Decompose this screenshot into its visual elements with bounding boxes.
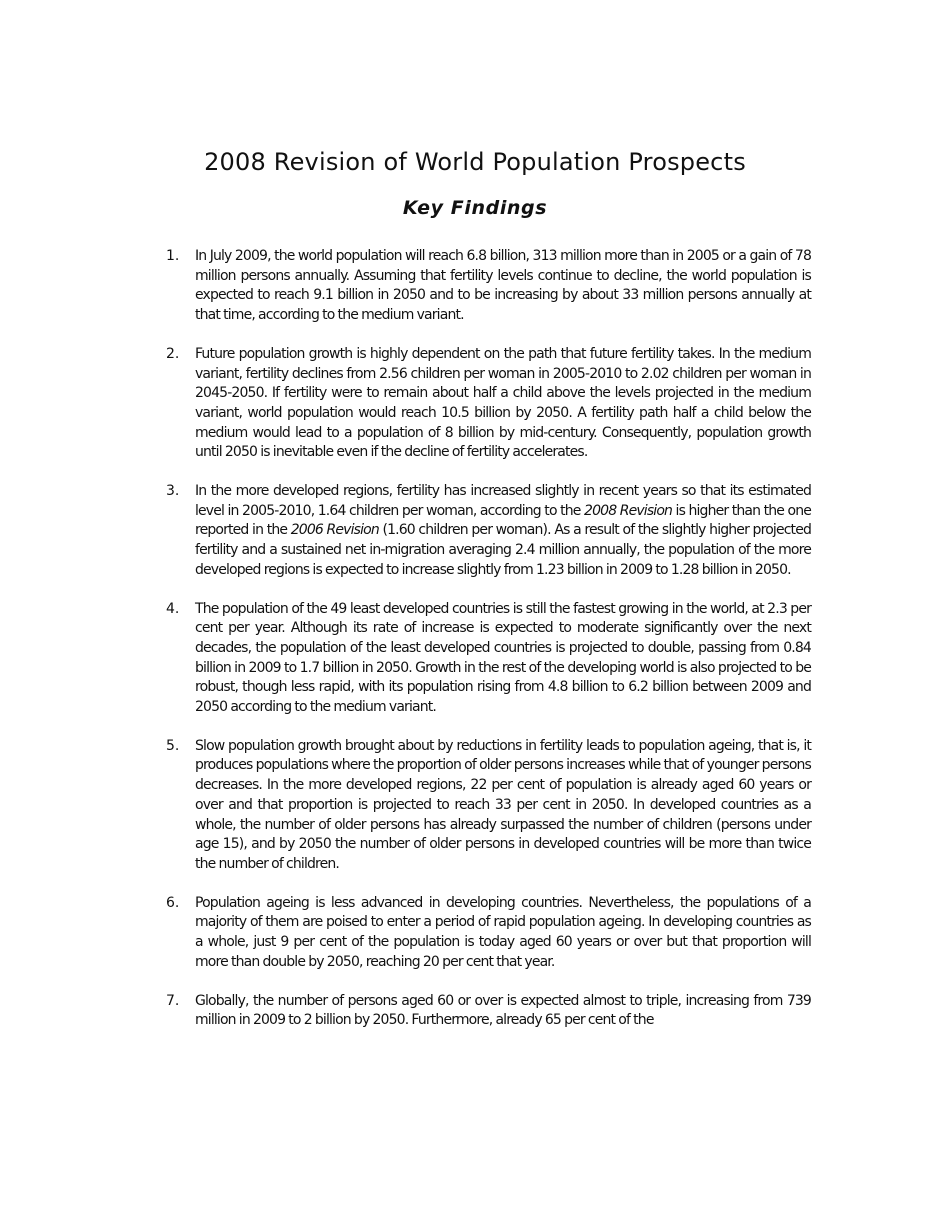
finding-text xyxy=(195,482,811,581)
finding-text xyxy=(195,992,811,1031)
finding-text xyxy=(195,345,811,463)
finding-item xyxy=(166,894,811,973)
finding-number: 5. xyxy=(166,737,180,754)
finding-item xyxy=(166,482,811,581)
finding-number: 4. xyxy=(166,600,180,617)
finding-text-segment: Slow population growth brought about by reductions in fertility leads to population ageing, that is, it produces populations where the proportion of older persons increases while that of younger persons decreases. In the more developed regions, 22 per cent of population is already aged 60 years or over and that proportion is projected to reach 33 per cent in 2050. In developed countries as a whole, the number of older persons has already surpassed the number of children (persons under age 15), and by 2050 the number of older persons in developed countries will be more than twice the number of children. xyxy=(195,737,811,872)
finding-item xyxy=(166,992,811,1031)
finding-text-segment: (1.60 children per woman). As a result of the slightly higher projected fertility and a sustained net in-migration averaging 2.4 million annually, the population of the more developed regions is expected to increase slightly from 1.23 billion in 2009 to 1.28 billion in 2050. xyxy=(195,522,811,578)
finding-text xyxy=(195,247,811,326)
finding-text-segment: Globally, the number of persons aged 60 or over is expected almost to triple, increasing from 739 million in 2009 to 2 billion by 2050. Furthermore, already 65 per cent of the xyxy=(195,992,811,1029)
document-subtitle: Key Findings xyxy=(402,197,548,219)
finding-text-segment: The population of the 49 least developed countries is still the fastest growing in the world, at 2.3 per cent per year. Although its rate of increase is expected to moderate significantly over the next decades, the population of the least developed countries is projected to double, passing from 0.84 billion in 2009 to 1.7 billion in 2050. Growth in the rest of the developing world is also projected to be robust, though less rapid, with its population rising from 4.8 billion to 6.2 billion between 2009 and 2050 according to the medium variant. xyxy=(195,600,811,716)
finding-text-segment: In July 2009, the world population will reach 6.8 billion, 313 million more than in 2005 or a gain of 78 million persons annually. Assuming that fertility levels continue to decline, the world population is expected to reach 9.1 billion in 2050 and to be increasing by about 33 million persons annually at that time, according to the medium variant. xyxy=(195,248,811,324)
finding-text-segment: is higher than the one reported in the xyxy=(195,502,811,539)
finding-text-segment: In the more developed regions, fertility has increased slightly in recent years so that its estimated level in 2005-2010, 1.64 children per woman, according to the xyxy=(195,483,811,519)
finding-text xyxy=(195,894,811,973)
finding-text xyxy=(195,600,811,718)
finding-number: 1. xyxy=(166,248,180,264)
finding-item xyxy=(166,345,811,463)
finding-number: 7. xyxy=(166,992,180,1009)
finding-text xyxy=(195,737,811,875)
finding-number: 3. xyxy=(166,483,180,500)
finding-text-segment: Future population growth is highly dependent on the path that future fertility takes. In the medium variant, fertility declines from 2.56 children per woman in 2005-2010 to 2.02 children per woman in 2045-2050. If fertility were to remain about half a child above the levels projected in the medium variant, world population would reach 10.5 billion by 2050. A fertility path half a child below the medium would lead to a population of 8 billion by mid-century. Consequently, population growth until 2050 is inevitable even if the decline of fertility accelerates. xyxy=(195,345,811,461)
revision-title-2006: 2006 Revision xyxy=(290,522,379,539)
document-title: 2008 Revision of World Population Prospects xyxy=(204,148,746,176)
finding-number: 2. xyxy=(166,345,180,362)
finding-item xyxy=(166,737,811,875)
finding-text-segment: Population ageing is less advanced in developing countries. Nevertheless, the populations of a majority of them are poised to enter a period of rapid population ageing. In developing countries as a whole, just 9 per cent of the population is today aged 60 years or over but that proportion will more than double by 2050, reaching 20 per cent that year. xyxy=(195,894,811,970)
finding-item xyxy=(166,247,811,326)
findings-list xyxy=(166,247,811,1050)
finding-item xyxy=(166,600,811,718)
revision-title-2008: 2008 Revision xyxy=(584,502,673,519)
finding-number: 6. xyxy=(166,894,180,911)
